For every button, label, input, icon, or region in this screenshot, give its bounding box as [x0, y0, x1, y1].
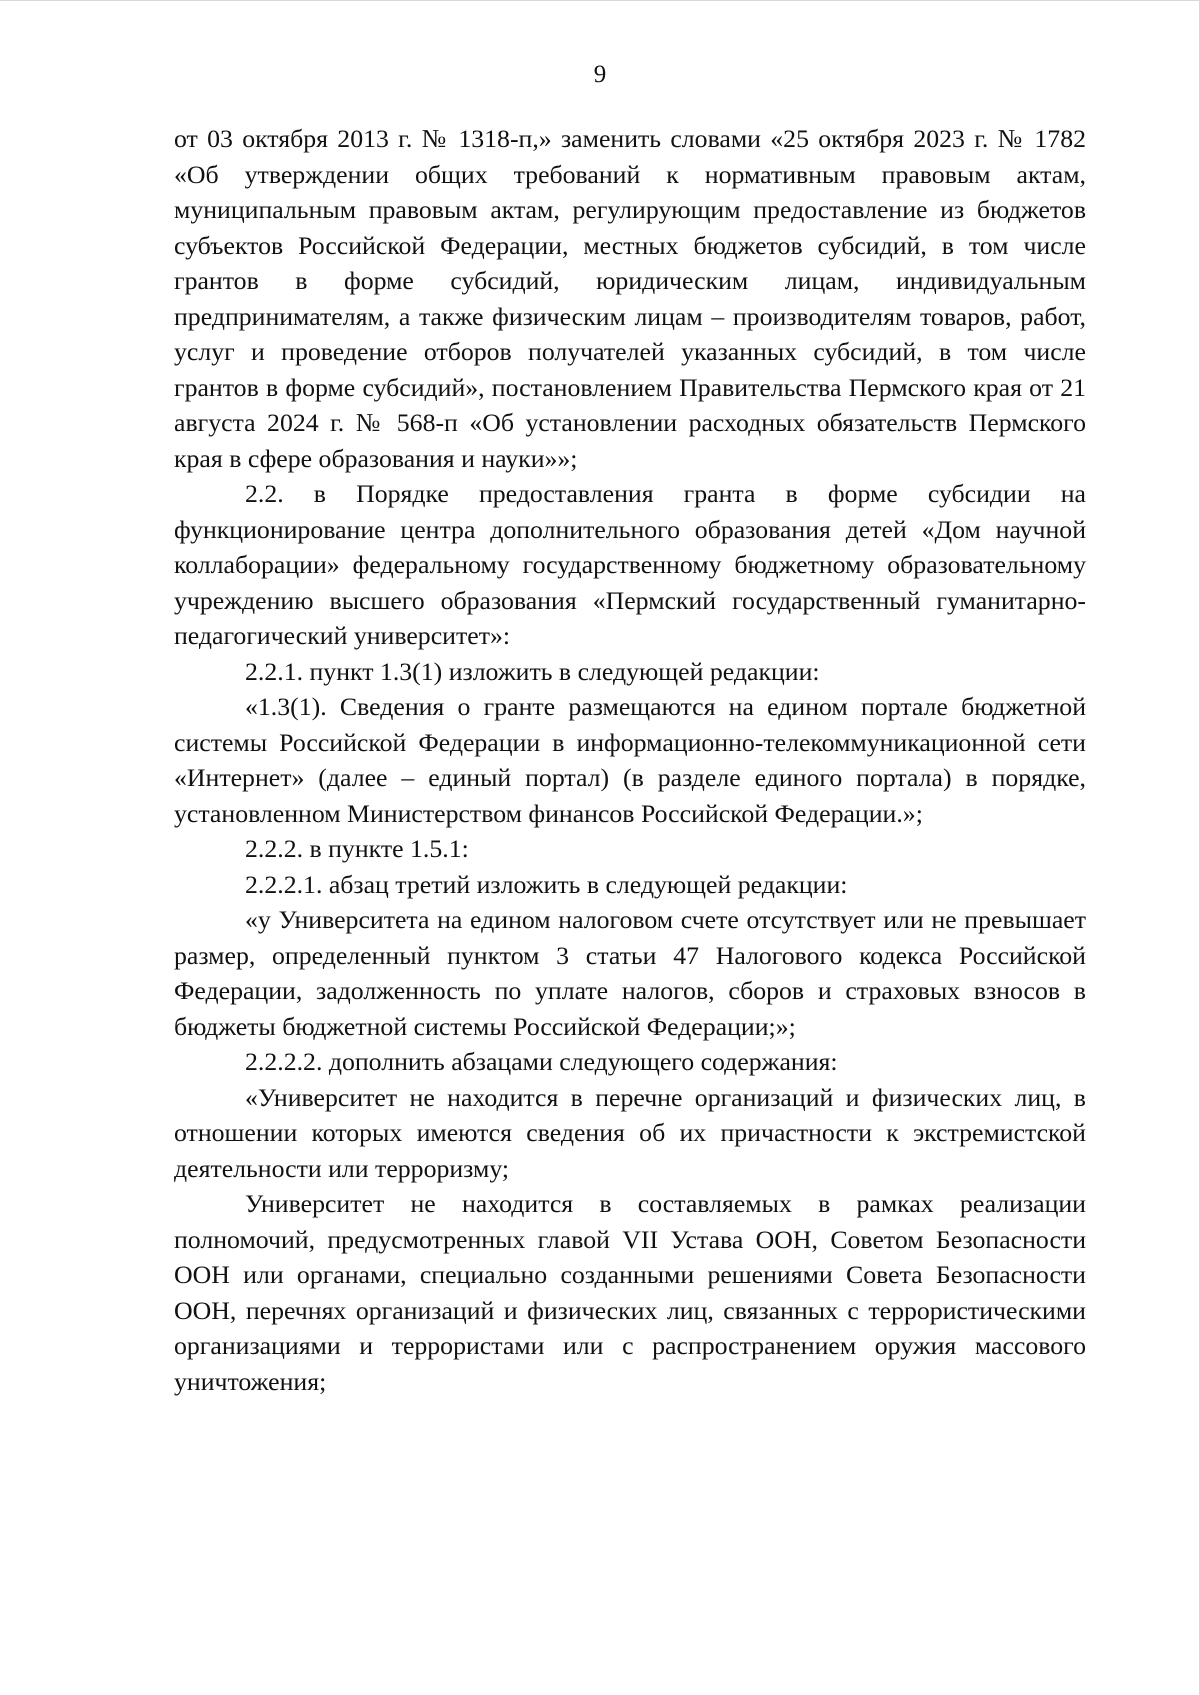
- document-body: [174, 121, 1086, 1399]
- paragraph-1-3-1-text: «1.3(1). Сведения о гранте размещаются на едином портале бюджетной системы Российской Федерации в информационно-телекоммуникационной сети «Интернет» (далее – единый портал) (в разделе единого портала) в порядке, установленном Министерством финансов Российской Федерации.»;: [174, 692, 1086, 828]
- paragraph-continuation: от 03 октября 2013 г. № 1318-п,» заменить словами «25 октября 2023 г. № 1782 «Об утверждении общих требований к нормативным правовым актам, муниципальным правовым актам, регулирующим предоставление из бюджетов субъектов Российской Федерации, местных бюджетов субсидий, в том числе грантов в форме субсидий, юридическим лицам, индивидуальным предпринимателям, а также физическим лицам – производителям товаров, работ, услуг и проведение отборов получателей указанных субсидий, в том числе грантов в форме субсидий», постановлением Правительства Пермского края от 21 августа 2024 г. № 568-п «Об установлении расходных обязательств Пермского края в сфере образования и науки»»;: [174, 124, 1086, 473]
- page-number: 9: [593, 61, 607, 88]
- paragraph-2-2-2-2: 2.2.2.2. дополнить абзацами следующего содержания:: [245, 1047, 838, 1076]
- paragraph-2-2-2-1: 2.2.2.1. абзац третий изложить в следующей редакции:: [245, 869, 848, 899]
- paragraph-2-2: 2.2. в Порядке предоставления гранта в форме субсидии на функционирование центра дополнительного образования детей «Дом научной коллаборации» федеральному государственному бюджетному образовательному учреждению высшего образования «Пермский государственный гуманитарно-педагогический университет»:: [174, 479, 1086, 650]
- paragraph-extremism-text: «Университет не находится в перечне организаций и физических лиц, в отношении которых имеются сведения об их причастности к экстремистской деятельности или терроризму;: [174, 1082, 1086, 1183]
- paragraph-un-lists-text: Университет не находится в составляемых в рамках реализации полномочий, предусмотренных главой VII Устава ООН, Советом Безопасности ООН или органами, специально созданными решениями Совета Безопасности ООН, перечнях организаций и физических лиц, связанных с террористическими организациями и террористами или с распространением оружия массового уничтожения;: [174, 1189, 1086, 1396]
- paragraph-2-2-1: 2.2.1. пункт 1.3(1) изложить в следующей редакции:: [245, 656, 820, 686]
- paragraph-2-2-2: 2.2.2. в пункте 1.5.1:: [245, 834, 469, 863]
- paragraph-tax-debt-text: «у Университета на едином налоговом счете отсутствует или не превышает размер, определенный пунктом 3 статьи 47 Налогового кодекса Российской Федерации, задолженность по уплате налогов, сборов и страховых взносов в бюджеты бюджетной системы Российской Федерации;»;: [174, 905, 1086, 1041]
